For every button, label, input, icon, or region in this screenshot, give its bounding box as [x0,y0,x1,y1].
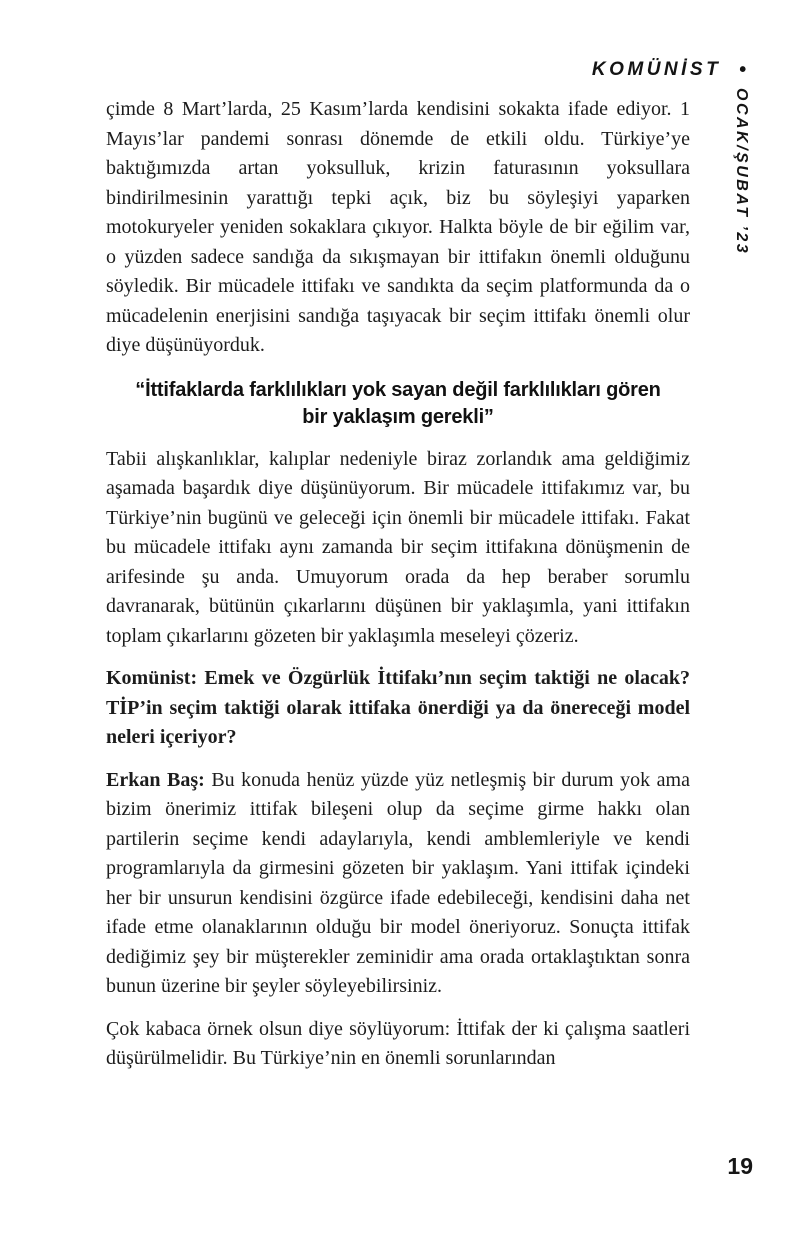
speaker-name: Erkan Baş: [106,768,205,791]
magazine-title: KOMÜNİST [591,59,722,80]
page-number: 19 [727,1153,753,1179]
interview-answer [106,766,690,1002]
interview-question: Komünist: Emek ve Özgürlük İttifakı’nın seçim taktiği ne olacak? TİP’in seçim taktiği olarak ittifaka önerdiği ya da önereceği model neleri içeriyor? [106,667,690,748]
pull-quote-line-1: “İttifaklarda farklılıkları yok sayan değil farklılıkları gören [135,378,661,401]
bullet-separator-icon: • [738,59,746,81]
paragraph-continuation: çimde 8 Mart’larda, 25 Kasım’larda kendisini sokakta ifade ediyor. 1 Mayıs’lar pandemi sonrası dönemde de etkili oldu. Türkiye’ye baktığımızda artan yoksulluk, krizin faturasının yoksullara bindirilmesinin yarattığı tepki açık, biz bu söyleşiyi yaparken motokuryeler yeniden sokaklara çıkıyor. Halkta böyle de bir eğilim var, o yüzden sadece sandığa da sıkışmayan bir ittifakın önemli olduğunu söyledik. Bir mücadele ittifakı ve sandıkta da seçim platformunda da o mücadelenin enerjisini sandığa taşıyacak bir seçim ittifakı önemli olur diye düşünüyorduk. [106,98,690,356]
paragraph: Tabii alışkanlıklar, kalıplar nedeniyle biraz zorlandık ama geldiğimiz aşamada başardık diye düşünüyorum. Bir mücadele ittifakımız var, bu Türkiye’nin bugünü ve geleceği için önemli bir mücadele ittifakı. Fakat bu mücadele ittifakı aynı zamanda bir seçim ittifakına dönüşmenin de arifesinde şu anda. Umuyorum orada da hep beraber sorumlu davranarak, bütünün çıkarlarını düşünen bir yaklaşımla, yani ittifakın toplam çıkarlarını gözeten bir yaklaşımla meseleyi çözeriz. [106,447,690,647]
issue-date-vertical: OCAK/ŞUBAT ’23 [733,88,750,256]
answer-text: Bu konuda henüz yüzde yüz netleşmiş bir durum yok ama bizim önerimiz ittifak bileşeni olup da seçime girme hakkı olan partilerin seçime kendi adaylarıyla, kendi amblemleriyle ve kendi programlarıyla da girmesini gözeten bir yaklaşım. Yani ittifak içindeki her bir unsurun kendisini özgürce ifade edebileceği, kendisini daha net ifade etme olanaklarının olduğu bir model öneriyoruz. Sonuçta ittifak dediğimiz şey bir müşterekler zeminidir ama orada ortaklaştıktan sonra bunun üzerine bir şeyler söyleyebilirsiniz. [106,768,690,997]
page-header [592,58,746,81]
article-body [106,95,690,1087]
pull-quote-line-2: bir yaklaşım gerekli” [302,405,494,428]
pull-quote-heading [106,377,690,431]
paragraph: Çok kabaca örnek olsun diye söylüyorum: İttifak der ki çalışma saatleri düşürülmelidir. Bu Türkiye’nin en önemli sorunlarından [106,1017,690,1069]
